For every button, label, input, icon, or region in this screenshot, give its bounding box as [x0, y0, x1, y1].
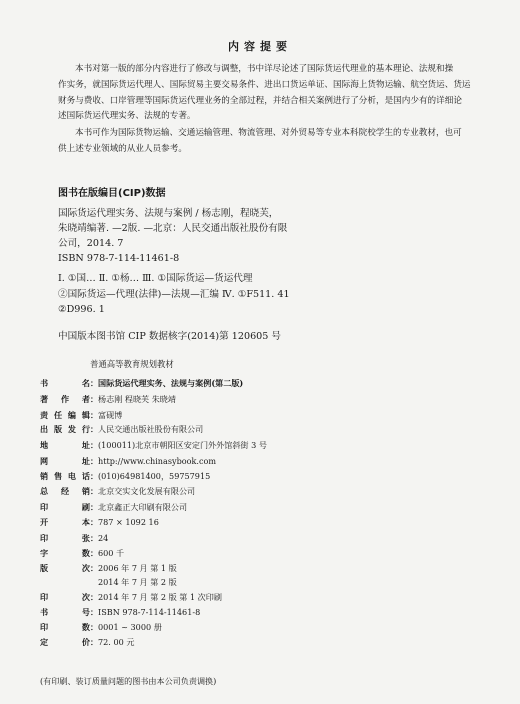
colon: ：	[90, 394, 99, 404]
colon: ：	[90, 517, 99, 527]
colophon-value: 人民交通出版社股份有限公司	[98, 424, 204, 434]
colophon-value: 600 千	[98, 548, 125, 558]
cip-line: 公司，2014. 7	[58, 238, 124, 249]
cip-line: 国际货运代理实务、法规与案例 / 杨志刚，程晓芙，	[58, 208, 279, 219]
colon: ：	[90, 378, 99, 388]
summary-line: 作实务，就国际货运代理人、国际贸易主要交易条件、进出口货运单证、国际海上货物运输、航空货运、货运	[58, 79, 471, 90]
colophon-value: 富砚博	[98, 410, 123, 420]
colophon-label: 印刷	[40, 502, 90, 512]
colophon-value: 24	[98, 533, 109, 543]
series-name: 普通高等教育规划教材	[90, 359, 174, 369]
colophon-label: 印张	[40, 533, 90, 543]
colophon-value: (010)64981400，59757915	[98, 471, 211, 481]
cip-isbn: ISBN 978-7-114-11461-8	[58, 253, 180, 264]
colon: ：	[90, 622, 99, 632]
colon: ：	[90, 424, 99, 434]
colon: ：	[90, 410, 99, 420]
cip-number: 中国版本图书馆 CIP 数据核字(2014)第 120605 号	[58, 331, 282, 342]
colophon-value: http://www.chinasybook.com	[98, 456, 217, 466]
colophon-label: 销售电话	[40, 471, 90, 481]
summary-line: 财务与费收、口岸管理等国际货运代理业务的全部过程，并结合相关案例进行了分析，是国内少有的详细论	[58, 95, 462, 106]
summary-line: 述国际货运代理实务、法规的专著。	[58, 111, 196, 122]
colophon-label: 字数	[40, 548, 90, 558]
colophon-value: (100011)北京市朝阳区安定门外外馆斜街 3 号	[98, 440, 267, 450]
colophon-footer: (有印刷、装订质量问题的图书由本公司负责调换)	[40, 676, 217, 686]
cip-line: ②D996. 1	[58, 304, 105, 315]
colophon-value: ISBN 978-7-114-11461-8	[98, 607, 201, 617]
colon: ：	[90, 486, 99, 496]
colon: ：	[90, 592, 99, 602]
colophon-label: 印次	[40, 592, 90, 602]
colophon-value: 2014 年 7 月 第 2 版 第 1 次印刷	[98, 592, 222, 602]
summary-paragraph-2	[58, 126, 478, 158]
colophon-label: 总经销	[40, 486, 90, 496]
summary-line: 本书可作为国际货物运输、交通运输管理、物流管理、对外贸易等专业本科院校学生的专业教材，也可	[75, 128, 462, 138]
colophon-value: 杨志刚 程晓芙 朱晓靖	[98, 394, 176, 404]
colophon-value: 2006 年 7 月 第 1 版	[98, 563, 177, 573]
colophon-label: 版次	[40, 563, 90, 573]
colophon-label: 著作者	[40, 394, 90, 404]
colon: ：	[90, 456, 99, 466]
colon: ：	[90, 637, 99, 647]
colophon-label: 定价	[40, 637, 90, 647]
colophon-label: 书名	[40, 378, 90, 388]
colophon-value: 0001 ~ 3000 册	[98, 622, 162, 632]
colon: ：	[90, 607, 99, 617]
cip-heading: 图书在版编目(CIP)数据	[58, 188, 166, 199]
colophon-label: 责任编辑	[40, 410, 90, 420]
summary-title: 内容提要	[228, 40, 292, 53]
colophon-label: 地址	[40, 440, 90, 450]
colon: ：	[90, 440, 99, 450]
colon: ：	[90, 533, 99, 543]
colon: ：	[90, 548, 99, 558]
colophon-value: 2014 年 7 月 第 2 版	[98, 577, 177, 587]
cip-line: ②国际货运—代理(法律)—法规—汇编 Ⅳ. ①F511. 41	[58, 289, 290, 300]
colon: ：	[90, 563, 99, 573]
colophon-label: 书号	[40, 607, 90, 617]
summary-line: 本书对第一版的部分内容进行了修改与调整，书中详尽论述了国际货运代理业的基本理论、法规和操	[75, 64, 454, 74]
cip-line: Ⅰ. ①国… Ⅱ. ①杨… Ⅲ. ①国际货运—货运代理	[58, 273, 253, 284]
colophon-value: 北京鑫正大印刷有限公司	[98, 502, 188, 512]
colophon-value: 787 × 1092 16	[98, 517, 159, 527]
colophon-label: 网址	[40, 456, 90, 466]
colon: ：	[90, 502, 99, 512]
colophon-label: 开本	[40, 517, 90, 527]
cip-line: 朱晓靖编著. —2版. —北京：人民交通出版社股份有限	[58, 223, 288, 234]
colophon-label: 出版发行	[40, 424, 90, 434]
summary-paragraph-1	[58, 62, 478, 125]
colophon-value: 72. 00 元	[98, 637, 135, 647]
colophon-label: 印数	[40, 622, 90, 632]
colophon-value: 北京交实文化发展有限公司	[98, 486, 196, 496]
colophon-value: 国际货运代理实务、法规与案例(第二版)	[98, 378, 244, 388]
colon: ：	[90, 471, 99, 481]
summary-line: 供上述专业领域的从业人员参考。	[58, 143, 187, 154]
